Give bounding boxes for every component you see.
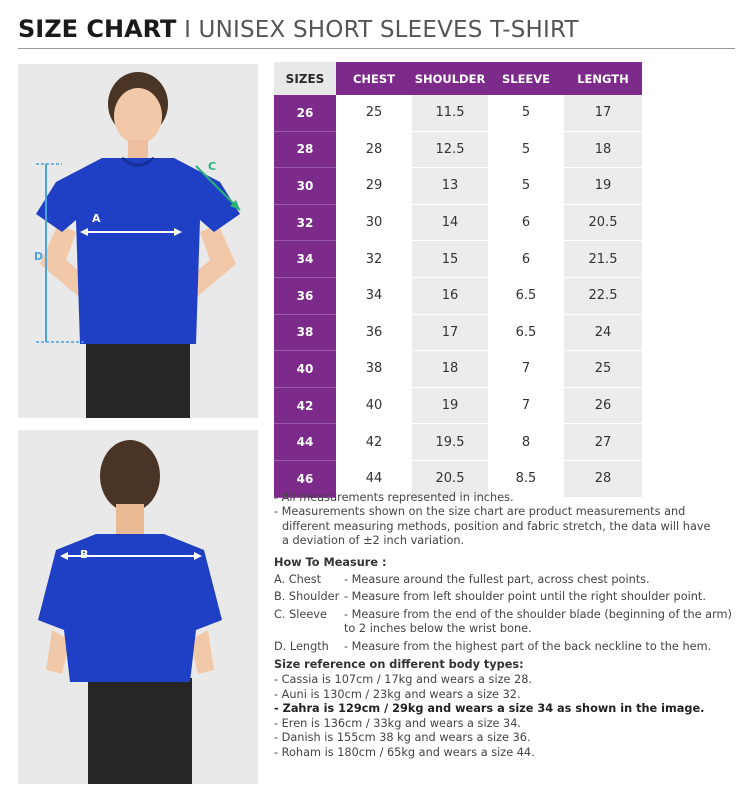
page-title: [18, 14, 579, 45]
size-cell: 42: [274, 388, 336, 425]
shoulder-cell: 20.5: [412, 461, 488, 498]
size-cell: 44: [274, 424, 336, 461]
sleeve-cell: 5: [488, 168, 564, 205]
table-row: [274, 95, 642, 132]
chest-cell: 38: [336, 351, 412, 388]
chest-cell: 34: [336, 278, 412, 315]
size-reference-title: Size reference on different body types:: [274, 658, 524, 672]
table-row: [274, 241, 642, 278]
header-sleeve: SLEEVE: [488, 62, 564, 95]
sleeve-cell: 7: [488, 351, 564, 388]
how-to-measure-title: How To Measure :: [274, 555, 387, 569]
measure-label: B. Shoulder: [274, 590, 340, 604]
size-cell: 32: [274, 205, 336, 242]
measure-row-shoulder: [274, 590, 744, 604]
chest-cell: 42: [336, 424, 412, 461]
measure-row-length: [274, 640, 744, 654]
chest-cell: 40: [336, 388, 412, 425]
length-cell: 27: [564, 424, 642, 461]
header-chest: CHEST: [336, 62, 412, 95]
table-row: [274, 205, 642, 242]
size-table: [274, 62, 642, 498]
measure-desc: - Measure from the highest part of the back neckline to the hem.: [344, 639, 712, 653]
chest-cell: 29: [336, 168, 412, 205]
length-cell: 20.5: [564, 205, 642, 242]
measure-label: A. Chest: [274, 573, 322, 587]
notes-section: [274, 491, 744, 760]
sleeve-cell: 7: [488, 388, 564, 425]
shoulder-cell: 16: [412, 278, 488, 315]
shoulder-cell: 11.5: [412, 95, 488, 132]
label-c: C: [208, 160, 217, 173]
note-inches: - All measurements represented in inches.: [274, 491, 514, 504]
table-row: [274, 168, 642, 205]
table-row: [274, 315, 642, 352]
measure-label: C. Sleeve: [274, 607, 327, 621]
length-cell: 26: [564, 388, 642, 425]
shoulder-cell: 14: [412, 205, 488, 242]
length-cell: 17: [564, 95, 642, 132]
shoulder-cell: 17: [412, 315, 488, 352]
table-row: [274, 132, 642, 169]
chest-cell: 32: [336, 241, 412, 278]
list-item: - Danish is 155cm 38 kg and wears a size 36.: [274, 731, 531, 745]
chest-cell: 30: [336, 205, 412, 242]
shoulder-cell: 15: [412, 241, 488, 278]
length-cell: 21.5: [564, 241, 642, 278]
size-cell: 28: [274, 132, 336, 169]
measure-row-sleeve: [274, 608, 744, 637]
sleeve-cell: 5: [488, 132, 564, 169]
size-cell: 30: [274, 168, 336, 205]
table-row: [274, 351, 642, 388]
front-photo: [18, 64, 258, 418]
size-cell: 26: [274, 95, 336, 132]
measure-desc: - Measure from the end of the shoulder blade (beginning of the arm) to 2 inches below the wrist bone.: [344, 607, 732, 636]
shoulder-cell: 12.5: [412, 132, 488, 169]
list-item: - Cassia is 107cm / 17kg and wears a size 28.: [274, 673, 533, 687]
measure-row-chest: [274, 573, 744, 587]
length-cell: 25: [564, 351, 642, 388]
length-cell: 24: [564, 315, 642, 352]
label-a: A: [92, 212, 101, 225]
chest-cell: 25: [336, 95, 412, 132]
size-cell: 34: [274, 241, 336, 278]
length-cell: 22.5: [564, 278, 642, 315]
label-d: D: [34, 250, 44, 263]
size-cell: 40: [274, 351, 336, 388]
back-photo: [18, 430, 258, 784]
title-divider: [18, 48, 735, 49]
measure-desc: - Measure from left shoulder point until the right shoulder point.: [344, 590, 706, 604]
shoulder-cell: 19.5: [412, 424, 488, 461]
note-deviation-line1: - Measurements shown on the size chart are product measurements and: [274, 505, 686, 519]
list-item: - Auni is 130cm / 23kg and wears a size 32.: [274, 687, 521, 701]
size-cell: 38: [274, 315, 336, 352]
table-row: [274, 278, 642, 315]
label-b: B: [80, 548, 89, 561]
title-rest: I UNISEX SHORT SLEEVES T-SHIRT: [184, 17, 579, 43]
chest-cell: 28: [336, 132, 412, 169]
sleeve-cell: 8: [488, 424, 564, 461]
sleeve-cell: 6: [488, 241, 564, 278]
sleeve-cell: 5: [488, 95, 564, 132]
sleeve-cell: 6: [488, 205, 564, 242]
front-illustration: [18, 64, 258, 418]
sleeve-cell: 8.5: [488, 461, 564, 498]
list-item: - Eren is 136cm / 33kg and wears a size 34.: [274, 716, 522, 730]
table-header-row: [274, 62, 642, 95]
list-item-highlight: - Zahra is 129cm / 29kg and wears a size 34 as shown in the image.: [274, 702, 705, 716]
note-deviation-line3: a deviation of ±2 inch variation.: [282, 534, 465, 548]
shoulder-cell: 19: [412, 388, 488, 425]
list-item: - Roham is 180cm / 65kg and wears a size 44.: [274, 745, 535, 759]
size-cell: 46: [274, 461, 336, 498]
chest-cell: 44: [336, 461, 412, 498]
shoulder-cell: 13: [412, 168, 488, 205]
header-shoulder: SHOULDER: [412, 62, 488, 95]
sleeve-cell: 6.5: [488, 315, 564, 352]
header-sizes: SIZES: [274, 62, 336, 95]
measure-label: D. Length: [274, 639, 329, 653]
back-illustration: [18, 430, 258, 784]
title-bold: SIZE CHART: [18, 15, 177, 43]
header-length: LENGTH: [564, 62, 642, 95]
measure-desc: - Measure around the fullest part, across chest points.: [344, 573, 650, 587]
sleeve-cell: 6.5: [488, 278, 564, 315]
length-cell: 28: [564, 461, 642, 498]
chest-cell: 36: [336, 315, 412, 352]
table-row: [274, 388, 642, 425]
note-deviation-line2: different measuring methods, position and fabric stretch, the data will have: [282, 519, 711, 533]
length-cell: 19: [564, 168, 642, 205]
shoulder-cell: 18: [412, 351, 488, 388]
table-row: [274, 424, 642, 461]
length-cell: 18: [564, 132, 642, 169]
size-cell: 36: [274, 278, 336, 315]
